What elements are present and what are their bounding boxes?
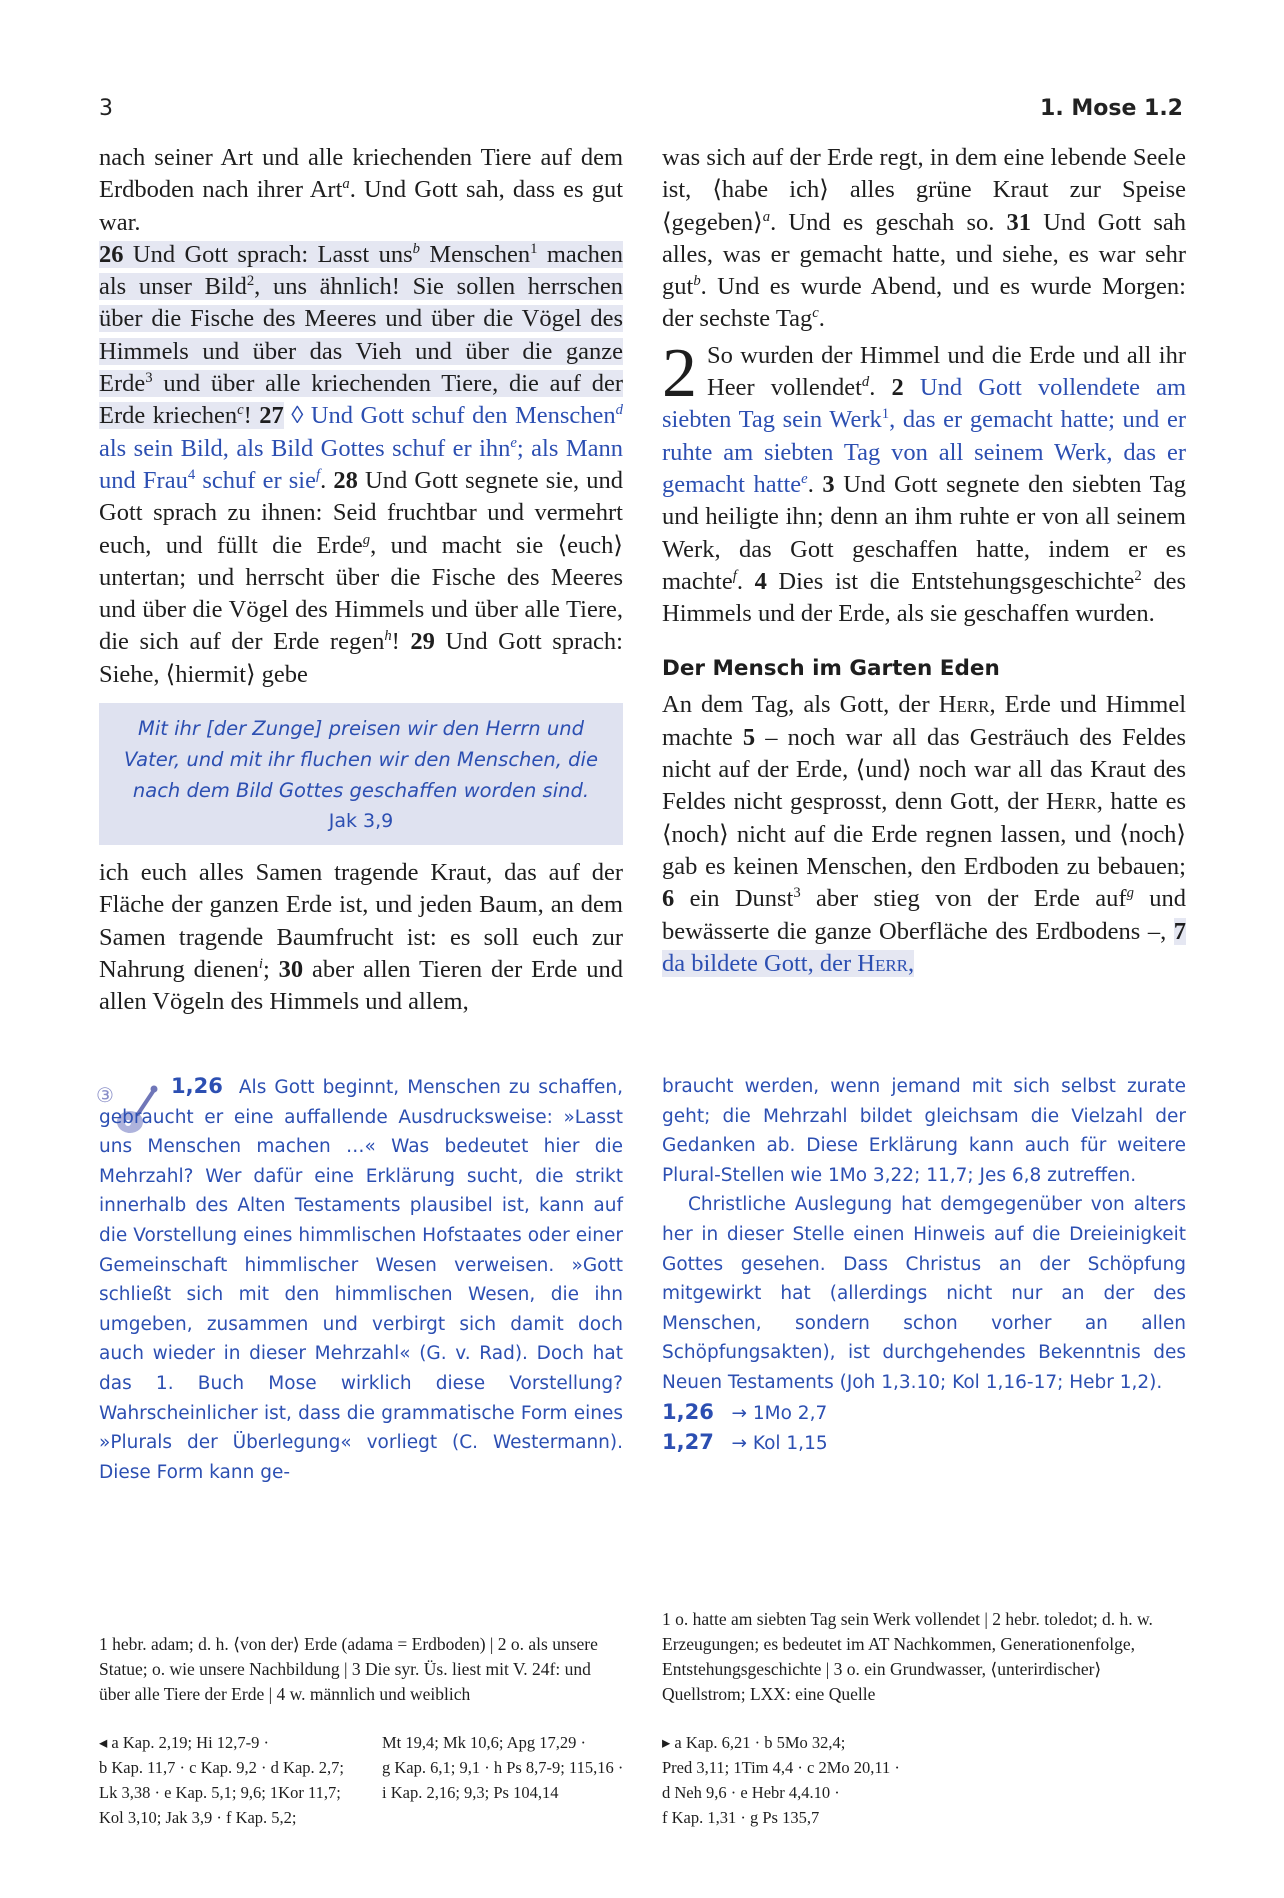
quote-reference: Jak 3,9 <box>328 810 394 833</box>
blue-verse-27: Und Gott schuf den Menschen$^d$ als sein Bild, als Bild Gottes schuf er ihn$^e$; als Mann und Frau$^4$ schuf er sie$^f$ <box>99 402 624 494</box>
section-heading: Der Mensch im Garten Eden <box>662 656 1000 682</box>
footnotes-left: 1 hebr. adam; d. h. ⟨von der⟩ Erde (adama = Erdboden) | 2 o. als unsere Statue; o. wie unsere Nachbildung | 3 Die syr. Üs. liest mit V. 24f: und über alle Tiere der Erde | 4 w. männlich und weiblich <box>99 1634 598 1704</box>
chapter-number: 2 <box>662 334 697 412</box>
verses-30-31: was sich auf der Erde regt, in dem eine lebende Seele ist, ⟨habe ich⟩ alles grüne Kraut zur Speise ⟨gegeben⟩$^a$. Und es geschah so. 31 Und Gott sah alles, was er gemacht hatte, und siehe, es war sehr gut$^b$. Und es wurde Abend, und es wurde Morgen: der sechste Tag$^c$. <box>662 144 1186 333</box>
quote-box <box>99 703 623 845</box>
right-text-column <box>662 142 1186 980</box>
svg-text:③: ③ <box>96 1083 114 1107</box>
verses-4-7: An dem Tag, als Gott, der Herr, Erde und Himmel machte 5 – noch war all das Gesträuch des Feldes nicht auf der Erde, ⟨und⟩ noch war all das Kraut des Feldes nicht gesprosst, denn Gott, der Herr, hatte es ⟨noch⟩ nicht auf die Erde regnen lassen, und ⟨noch⟩ gab es keinen Menschen, den Erdboden zu bebauen; 6 ein Dunst$^3$ aber stieg von der Erde auf$^g$ und bewässerte die ganze Oberfläche des Erdbodens –, 7 da bildete Gott, der Herr, <box>662 691 1187 977</box>
chapter-2-verses-1-4: 2 So wurden der Himmel und die Erde und all ihr Heer vollendet$^d$. 2 Und Gott vollendete am siebten Tag sein Werk$^1$, das er gemacht hatte; und er ruhte am siebten Tag von all seinem Werk, das er gemacht hatte$^e$. 3 Und Gott segnete den siebten Tag und heiligte ihn; denn an ihm ruhte er von all seinem Werk, das Gott geschaffen hatte, indem er es machte$^f$. 4 Dies ist die Entstehungsgeschichte$^2$ des Himmels und der Erde, als sie geschaffen wurden. <box>662 334 1187 628</box>
commentary-right: braucht werden, wenn jemand mit sich selbst zurate geht; die Mehrzahl bildet gleichsam die Vielzahl der Gedanken ab. Diese Erklärung kann auch für weitere Plural-Stellen wie 1Mo 3,22; 11,7; Jes 6,8 zutreffen. Christliche Auslegung hat demgegenüber von alters her in dieser Stelle einen Hinweis auf die Dreieinigkeit Gottes gesehen. Dass Christus an der Schöpfung mitgewirkt hat (allerdings nicht nur an der des Menschen, sondern schon vorher an allen Schöpfungsakten), ist durchgehendes Bekenntnis des Neuen Testaments (Joh 1,3.10; Kol 1,16-17; Hebr 1,2). 1,26 → 1Mo 2,7 1,27 → Kol 1,15 <box>662 1072 1186 1459</box>
crossrefs-right: ▸ a Kap. 6,21 · b 5Mo 32,4; Pred 3,11; 1Tim 4,4 · c 2Mo 20,11 · d Neh 9,6 · e Hebr 4,4.10 · f Kap. 1,31 · g Ps 135,7 <box>662 1733 900 1827</box>
xref-1-27[interactable]: 1,27 → Kol 1,15 <box>662 1430 828 1455</box>
left-text-column <box>99 142 623 1019</box>
blue-verse-2: Und Gott vollendete am siebten Tag sein Werk$^1$, das er gemacht hatte; und er ruhte am siebten Tag von all seinem Werk, das er gemacht hatte$^e$ <box>662 374 1187 498</box>
page-number: 3 <box>99 96 113 121</box>
quote-text: Mit ihr [der Zunge] preisen wir den Herrn und Vater, und mit ihr fluchen wir den Menschen, die nach dem Bild Gottes geschaffen worden sind. <box>124 717 598 803</box>
footnotes-right: 1 o. hatte am siebten Tag sein Werk vollendet | 2 hebr. toledot; d. h. w. Erzeugungen; es bedeutet im AT Nachkommen, Generationenfolge, Entstehungsgeschichte | 3 o. ein Grundwasser, ⟨unterirdischer⟩ Quellstrom; LXX: eine Quelle <box>662 1609 1153 1704</box>
crossrefs-left-b: Mt 19,4; Mk 10,6; Apg 17,29 · g Kap. 6,1; 9,1 · h Ps 8,7-9; 115,16 · i Kap. 2,16; 9,3; Ps 104,14 <box>382 1733 624 1802</box>
verses-29-30: ich euch alles Samen tragende Kraut, das auf der Fläche der ganzen Erde ist, und jeden Baum, an dem Samen tragende Baumfrucht ist: es soll euch zur Nahrung dienen$^i$; 30 aber allen Tieren der Erde und allen Vögeln des Himmels und allem, <box>99 859 623 1016</box>
verses-26-29: 26 Und Gott sprach: Lasst uns$^b$ Menschen$^1$ machen als unser Bild$^2$, uns ähnlich! Sie sollen herrschen über die Fische des Meeres und über die Vögel des Himmels und über das Vieh und über die ganze Erde$^3$ und über alle kriechenden Tiere, die auf der Erde kriechen$^c$! 27 ◊ Und Gott schuf den Menschen$^d$ als sein Bild, als Bild Gottes schuf er ihn$^e$; als Mann und Frau$^4$ schuf er sie$^f$. 28 Und Gott segnete sie, und Gott sprach zu ihnen: Seid fruchtbar und vermehrt euch, und füllt die Erde$^g$, und macht sie ⟨euch⟩ untertan; und herrscht über die Fische des Meeres und über die Vögel des Himmels und über alle Tiere, die sich auf der Erde regen$^h$! 29 Und Gott sprach: Siehe, ⟨hiermit⟩ gebe <box>99 240 624 688</box>
book-reference: 1. Mose 1.2 <box>1040 96 1183 121</box>
xref-1-26[interactable]: 1,26 → 1Mo 2,7 <box>662 1399 828 1424</box>
highlighted-verse-26: 26 Und Gott sprach: Lasst uns$^b$ Menschen$^1$ machen als unser Bild$^2$, uns ähnlich! Sie sollen herrschen über die Fische des Meeres und über die Vögel des Himmels und über das Vieh und über die ganze Erde$^3$ und über alle kriechenden Tiere, die auf der Erde kriechen$^c$! 27 <box>99 240 623 430</box>
commentary-left: 1,26 Als Gott beginnt, Menschen zu schaffen, gebraucht er eine auffallende Ausdrucksweise: »Lasst uns Menschen machen …« Was bedeutet hier die Mehrzahl? Wer dafür eine Erklärung sucht, die strikt innerhalb des Alten Testaments plausibel ist, kann auf die Vorstellung eines himmlischen Hofstaates oder einer Gemeinschaft himmlischer Wesen verweisen. »Gott schließt sich mit den himmlischen Wesen, die ihn umgeben, zusammen und verbirgt sich damit doch auch wieder in dieser Mehrzahl« (G. v. Rad). Doch hat das 1. Buch Mose wirklich diese Vorstellung? Wahrscheinlicher ist, dass die grammatische Form eines »Plurals der Überlegung« vorliegt (C. Westermann). Diese Form kann ge- <box>99 1074 624 1483</box>
crossrefs-left-a: ◂ a Kap. 2,19; Hi 12,7-9 · b Kap. 11,7 · c Kap. 9,2 · d Kap. 2,7; Lk 3,38 · e Kap. 5,1; 9,6; 1Kor 11,7; Kol 3,10; Jak 3,9 · f Kap. 5,2; <box>99 1733 345 1827</box>
commentary-ref-1-26: 1,26 <box>171 1074 223 1098</box>
verse-25-end: nach seiner Art und alle kriechenden Tiere auf dem Erdboden nach ihrer Art$^a$. Und Gott sah, dass es gut war. <box>99 144 623 236</box>
